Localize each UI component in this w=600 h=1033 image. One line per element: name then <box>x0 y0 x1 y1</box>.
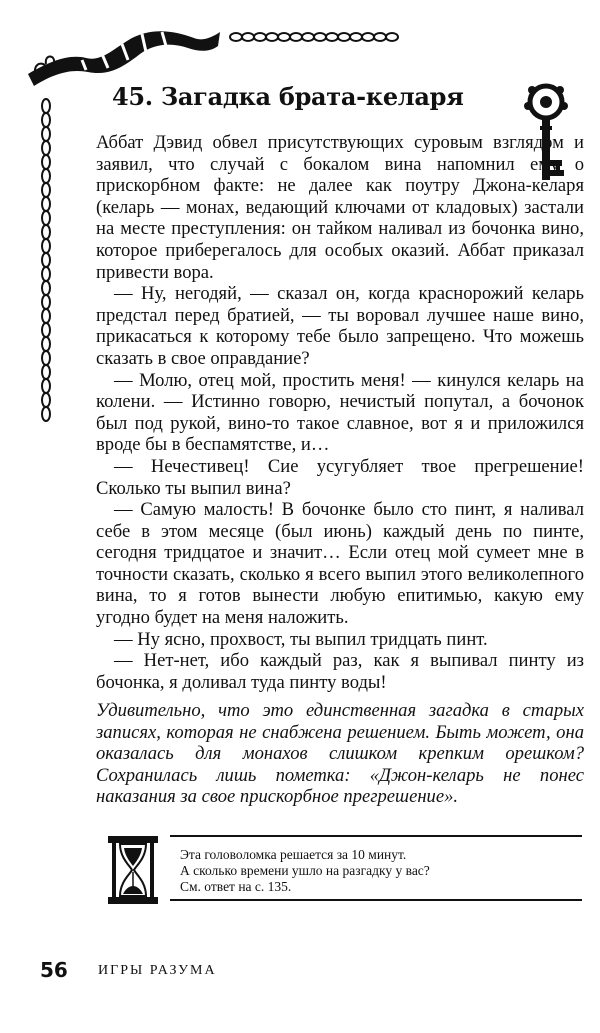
puzzle-answer-ref: См. ответ на с. 135. <box>180 879 292 894</box>
paragraph: — Нет-нет, ибо каждый раз, как я выпивал пинту из бочонка, я доливал туда пинту воды! <box>96 650 584 693</box>
running-title: ИГРЫ РАЗУМА <box>98 963 217 978</box>
puzzle-timer-box <box>170 835 582 901</box>
page-title: 45. Загадка брата-келаря <box>112 82 464 111</box>
paragraph: — Самую малость! В бочонке было сто пинт, я наливал себе в этом месяце (был июнь) каждый день по пинте, сегодня тридцатое и значит… Если отец мой сумеет мне в точности сказать, сколько я всего выпил этого великолепного вина, то я готов вынести любую епитимью, какую ему угодно будет на меня наложить. <box>96 499 584 629</box>
puzzle-question-line: А сколько времени ушло на разгадку у вас? <box>180 863 430 878</box>
story-text <box>96 132 584 693</box>
chain-ornament <box>38 98 54 430</box>
page-number: 56 <box>40 958 68 982</box>
hourglass-icon <box>108 836 158 904</box>
italic-note: Удивительно, что это единственная загадка в старых записях, которая не снабжена решением. Быть может, она оказалась для монахов слишком крепким орешком? Сохранилась лишь пометка: «Джон-келарь не понес наказания за свое прискорбное прегрешение». <box>96 700 584 808</box>
paragraph: — Молю, отец мой, простить меня! — кинулся келарь на колени. — Истинно говорю, нечистый попутал, а бочонок был под рукой, вино-то такое славное, вот я и приложился вроде бы в беспамятстве, и… <box>96 369 584 456</box>
paragraph: — Нечестивец! Сие усугубляет твое прегрешение! Сколько ты выпил вина? <box>96 455 584 499</box>
rope-ornament <box>228 30 402 44</box>
paragraph: — Ну ясно, прохвост, ты выпил тридцать пинт. <box>114 628 488 650</box>
puzzle-time-line: Эта головоломка решается за 10 минут. <box>180 847 407 862</box>
paragraph: Аббат Дэвид обвел присутствующих суровым взглядом и заявил, что случай с бокалом вина напомнил ему о прискорбном факте: не далее как поутру Джона-келаря (келарь — монах, ведающий ключами от кладовых) застали на месте преступления: он тайком наливал из бочонка вино, которое приберегалось для особых оказий. Аббат приказал привести вора. <box>96 132 584 283</box>
paragraph: — Ну, негодяй, — сказал он, когда краснорожий келарь предстал перед братией, — ты воровал лучшее наше вино, прикасаться к которому тебе было запрещено. Что можешь сказать в свое оправдание? <box>96 283 584 369</box>
